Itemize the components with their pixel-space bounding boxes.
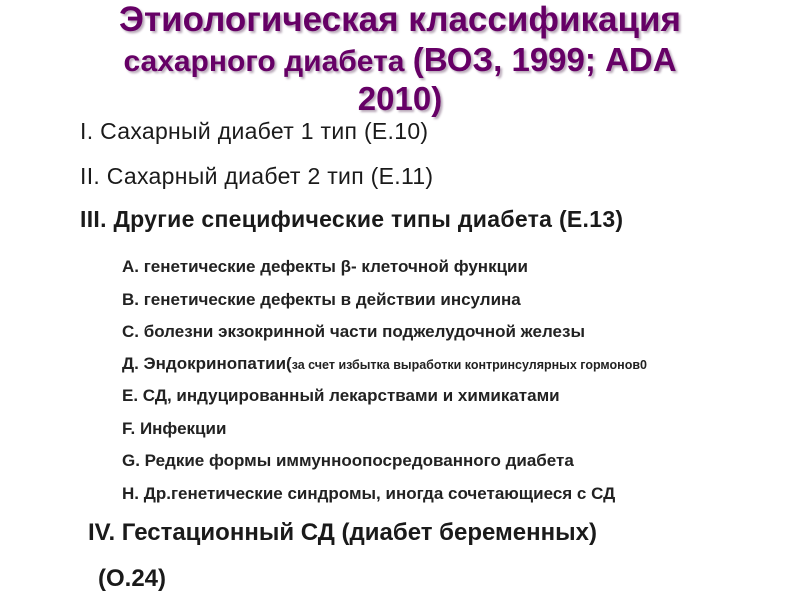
sublist-item-f: F. Инфекции [122, 419, 227, 438]
list-item-type-4-line-1: IV. Гестационный СД (диабет беременных) [88, 519, 597, 546]
list-item-type-2: II. Сахарный диабет 2 тип (Е.11) [80, 163, 434, 189]
list-item-type-1: I. Сахарный диабет 1 тип (Е.10) [80, 118, 429, 144]
slide-title-line-2 [0, 42, 800, 80]
sublist-item-h: H. Др.генетические синдромы, иногда сочетающиеся с СД [122, 484, 616, 503]
sublist-item-b: В. генетические дефекты в действии инсулина [122, 290, 521, 309]
sublist-item-e: Е. СД, индуцированный лекарствами и химикатами [122, 386, 560, 405]
slide-title-line-2-part-a: сахарного диабета [123, 45, 413, 78]
sublist-item-d [122, 353, 647, 376]
sublist-item-d-label: Д. Эндокринопатии( [122, 354, 292, 373]
slide-title-line-2-part-b: (ВОЗ, 1999; ADA [412, 41, 677, 78]
sublist-item-d-note: за счет избытка выработки контринсулярных гормонов0 [291, 358, 647, 372]
sublist-item-a: А. генетические дефекты β- клеточной функции [122, 257, 528, 276]
sublist-item-c: С. болезни экзокринной части поджелудочной железы [122, 322, 585, 341]
list-item-type-4-line-2: (О.24) [98, 565, 167, 592]
sublist-item-g: G. Редкие формы иммунноопосредованного диабета [122, 451, 574, 470]
slide-title-line-1: Этиологическая классификация [119, 0, 681, 39]
slide-title-line-3: 2010) [357, 80, 443, 117]
list-item-type-3: III. Другие специфические типы диабета (Е.13) [80, 206, 624, 232]
